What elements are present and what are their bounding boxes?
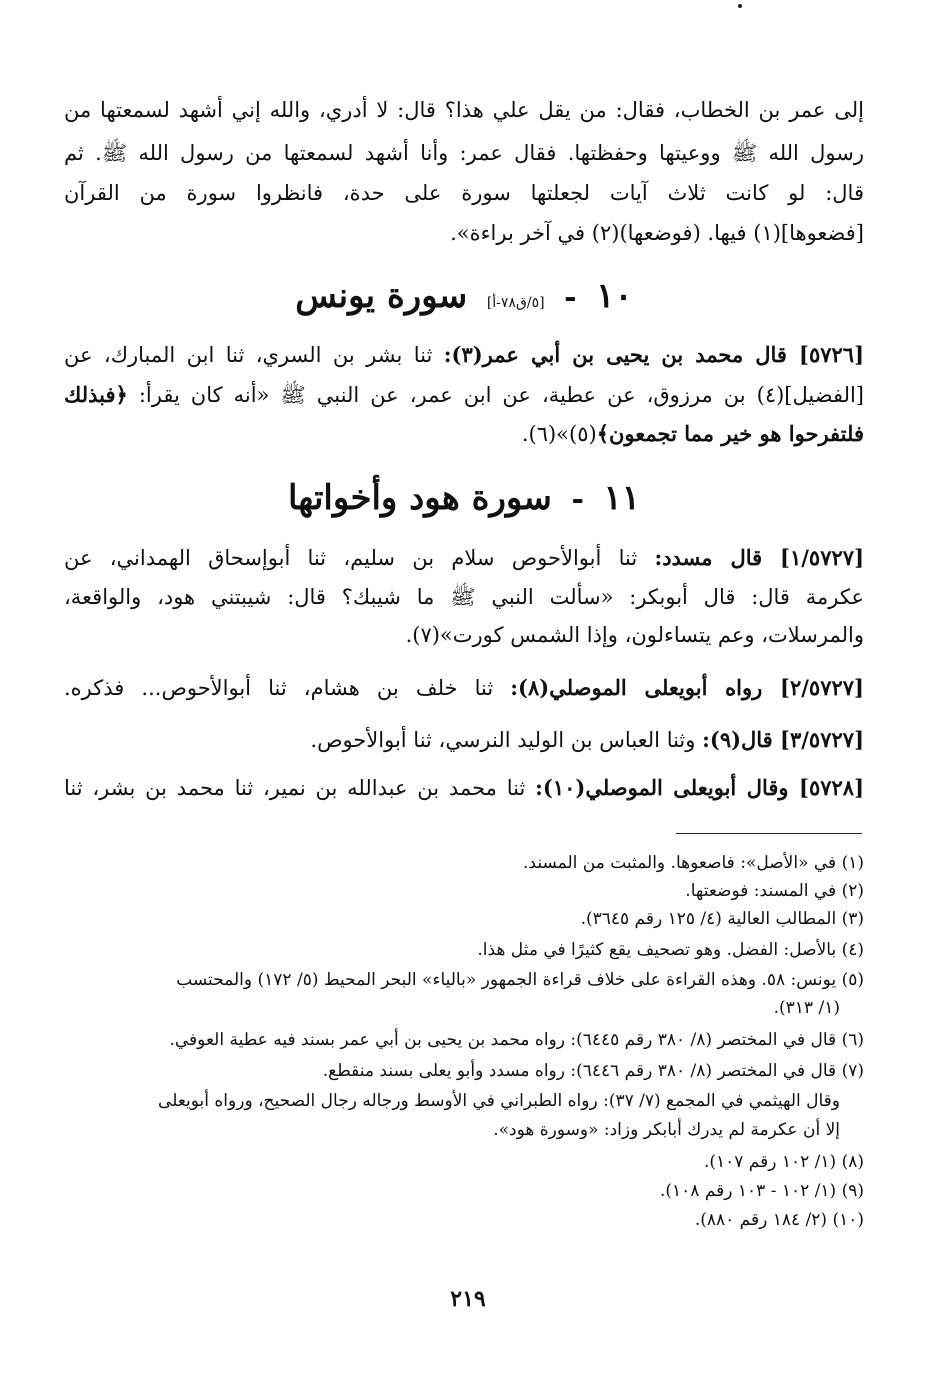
hadith-5727-1-line: عكرمة قال: قال أبوبكر: «سألت النبي ﷺ ما شيبك؟ قال: شيبتني هود، والواقعة، bbox=[64, 585, 864, 609]
footnote: (١٠) (٢/ ١٨٤ رقم ٨٨٠). bbox=[694, 1210, 864, 1230]
hadith-5727-1-line: والمرسلات، وعم يتساءلون، وإذا الشمس كورت»(٧). bbox=[405, 623, 864, 647]
hadith-number: [٣/٥٧٢٧] قال(٩): bbox=[702, 727, 864, 752]
heading-title: سورة يونس bbox=[295, 276, 468, 316]
footnote: (٢) في المسند: فوضعتها. bbox=[685, 881, 864, 901]
text-run: [الفضيل](٤) بن مرزوق، عن عطية، عن ابن عمر، عن النبي ﷺ «أنه كان يقرأ: bbox=[138, 383, 864, 407]
hadith-5727-2-line bbox=[64, 673, 864, 703]
footnote-continuation: (١/ ٣١٣). bbox=[773, 998, 840, 1018]
heading-number: ١٠ bbox=[596, 276, 633, 316]
hadith-5726-line bbox=[64, 419, 864, 449]
heading-number: ١١ bbox=[603, 478, 641, 518]
footnote-continuation: وقال الهيثمي في المجمع (٧/ ٣٧): رواه الطبراني في الأوسط ورجاله رجال الصحيح، ورواه أبويعلى bbox=[158, 1091, 840, 1111]
footnote: (٥) يونس: ٥٨. وهذه القراءة على خلاف قراءة الجمهور «بالياء» البحر المحيط (٥/ ١٧٢) والمحتسب bbox=[176, 970, 864, 990]
page-number: ٢١٩ bbox=[450, 1286, 486, 1312]
text-run: وثنا العباس بن الوليد النرسي، ثنا أبوالأحوص. bbox=[310, 728, 696, 752]
footnote: (٧) قال في المختصر (٨/ ٣٨٠ رقم ٦٤٤٦): رواه مسدد وأبو يعلى بسند منقطع. bbox=[322, 1061, 864, 1081]
text-run: (٥)»(٦). bbox=[521, 422, 597, 446]
hadith-number: [٢/٥٧٢٧] رواه أبويعلى الموصلي(٨): bbox=[510, 675, 864, 700]
hadith-5728-line bbox=[64, 773, 864, 803]
quran-quote: ﴿فبذلك bbox=[64, 382, 128, 407]
body-line: إلى عمر بن الخطاب، فقال: من يقل علي هذا؟ قال: لا أدري، والله إني أشهد لسمعتها من bbox=[64, 98, 864, 122]
hadith-5726-line bbox=[64, 340, 864, 370]
hadith-5727-1-line bbox=[64, 543, 864, 573]
quran-quote: فلتفرحوا هو خير مما تجمعون﴾ bbox=[596, 421, 864, 446]
hadith-number: [٥٧٢٦] قال محمد بن يحيى بن أبي عمر(٣): bbox=[443, 342, 864, 367]
heading-dash: - bbox=[564, 280, 577, 315]
footnote-continuation: إلا أن عكرمة لم يدرك أبابكر وزاد: «وسورة هود». bbox=[493, 1120, 840, 1140]
text-run: ثنا خلف بن هشام، ثنا أبوالأحوص... فذكره. bbox=[64, 676, 494, 700]
hadith-5727-3-line bbox=[64, 725, 864, 755]
footnote: (٣) المطالب العالية (٤/ ١٢٥ رقم ٣٦٤٥). bbox=[580, 909, 864, 929]
section-heading-yunus bbox=[64, 276, 864, 316]
heading-dash: - bbox=[571, 482, 584, 517]
body-line: قال: لو كانت ثلاث آيات لجعلتها سورة على حدة، فانظروا سورة من القرآن bbox=[64, 181, 864, 205]
hadith-number: [٥٧٢٨] وقال أبويعلى الموصلي(١٠): bbox=[535, 775, 864, 800]
footnote: (١) في «الأصل»: فاصعوها. والمثبت من المسند. bbox=[523, 853, 864, 873]
text-run: ثنا أبوالأحوص سلام بن سليم، ثنا أبوإسحاق الهمداني، عن bbox=[64, 546, 638, 570]
footnote: (٨) (١/ ١٠٢ رقم ١٠٧). bbox=[703, 1152, 864, 1172]
footnote-separator bbox=[676, 833, 862, 834]
text-run: ثنا بشر بن السري، ثنا ابن المبارك، عن bbox=[64, 343, 433, 367]
footnote: (٩) (١/ ١٠٢ - ١٠٣ رقم ١٠٨). bbox=[659, 1181, 864, 1201]
section-heading-hud bbox=[64, 478, 864, 518]
footnote: (٤) بالأصل: الفضل. وهو تصحيف يقع كثيرًا في مثل هذا. bbox=[477, 940, 864, 960]
hadith-5726-line bbox=[64, 380, 864, 410]
manuscript-ref: [٥/ق٧٨-أ] bbox=[486, 294, 545, 311]
hadith-number: [١/٥٧٢٧] قال مسدد: bbox=[654, 545, 864, 570]
footnote: (٦) قال في المختصر (٨/ ٣٨٠ رقم ٦٤٤٥): رواه محمد بن يحيى بن أبي عمر بسند فيه عطية العوفي. bbox=[169, 1030, 864, 1050]
print-speck bbox=[738, 4, 742, 8]
text-run: ثنا محمد بن عبدالله بن نمير، ثنا محمد بن بشر، ثنا bbox=[64, 776, 526, 800]
body-line: رسول الله ﷺ ووعيتها وحفظتها. فقال عمر: وأنا أشهد لسمعتها من رسول الله ﷺ. ثم bbox=[64, 141, 864, 165]
heading-title: سورة هود وأخواتها bbox=[287, 478, 552, 518]
body-line: [فضعوها](١) فيها. (فوضعها)(٢) في آخر براءة». bbox=[450, 221, 864, 245]
